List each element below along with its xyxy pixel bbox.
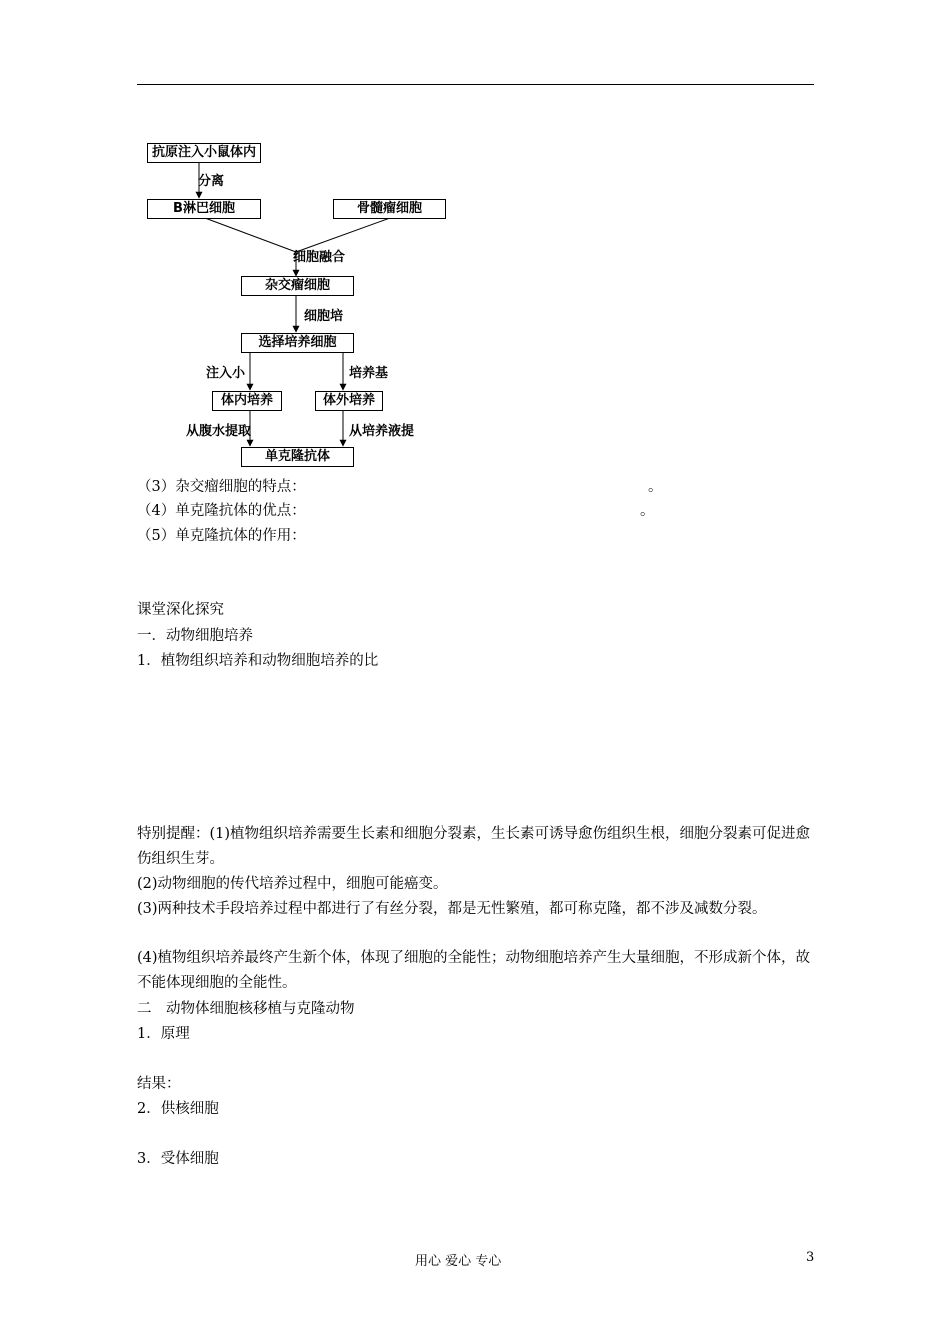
question-4-end: 。: [640, 503, 655, 519]
footer-slogan: 用心 爱心 专心: [415, 1254, 502, 1269]
box-monoclonal-antibody: 单克隆抗体: [241, 447, 354, 467]
question-5: （5）单克隆抗体的作用：: [137, 528, 306, 544]
label-from-ascites: 从腹水提取: [186, 424, 252, 439]
box-select-culture: 选择培养细胞: [241, 333, 354, 353]
part2-item-3: 3．受体细胞: [137, 1151, 219, 1167]
question-3-end: 。: [648, 479, 663, 495]
section-heading: 课堂深化探究: [137, 602, 224, 618]
question-3: （3）杂交瘤细胞的特点：: [137, 479, 306, 495]
box-antigen-injection: 抗原注入小鼠体内: [147, 143, 261, 163]
result-label: 结果：: [137, 1076, 181, 1092]
line-myeloma-to-fusion: [296, 218, 390, 252]
label-cell-fusion: 细胞融合: [293, 250, 346, 265]
part2-item-1: 1．原理: [137, 1026, 190, 1042]
part1-title: 一．动物细胞培养: [137, 628, 253, 644]
box-myeloma: 骨髓瘤细胞: [333, 199, 446, 219]
box-in-vivo: 体内培养: [212, 391, 282, 411]
page-number: 3: [806, 1250, 815, 1265]
label-culture-medium: 培养基: [349, 366, 389, 381]
label-inject-mouse: 注入小: [206, 366, 246, 381]
flowchart-lines: [0, 0, 950, 480]
part2-title: 二 动物体细胞核移植与克隆动物: [137, 1001, 355, 1017]
reminder-4: (4)植物组织培养最终产生新个体，体现了细胞的全能性；动物细胞培养产生大量细胞，不形成新个体，故不能体现细胞的全能性。: [137, 950, 811, 991]
reminder-1: 特别提醒：(1)植物组织培养需要生长素和细胞分裂素，生长素可诱导愈伤组织生根，细胞分裂素可促进愈伤组织生芽。: [137, 826, 811, 867]
box-in-vitro: 体外培养: [315, 391, 383, 411]
question-4: （4）单克隆抗体的优点：: [137, 503, 306, 519]
box-hybridoma: 杂交瘤细胞: [241, 276, 354, 296]
part2-item-2: 2．供核细胞: [137, 1101, 219, 1117]
line-bcell-to-fusion: [205, 218, 296, 252]
label-from-culture-fluid: 从培养液提: [349, 424, 415, 439]
reminder-3: (3)两种技术手段培养过程中都进行了有丝分裂，都是无性繁殖，都可称克隆，都不涉及减数分裂。: [137, 901, 767, 917]
reminder-2: (2)动物细胞的传代培养过程中，细胞可能癌变。: [137, 876, 448, 892]
item-1: 1．植物组织培养和动物细胞培养的比: [137, 653, 379, 669]
label-separate: 分离: [198, 174, 225, 189]
box-b-lymphocyte: B淋巴细胞: [147, 199, 261, 219]
label-cell-culture: 细胞培: [304, 309, 344, 324]
